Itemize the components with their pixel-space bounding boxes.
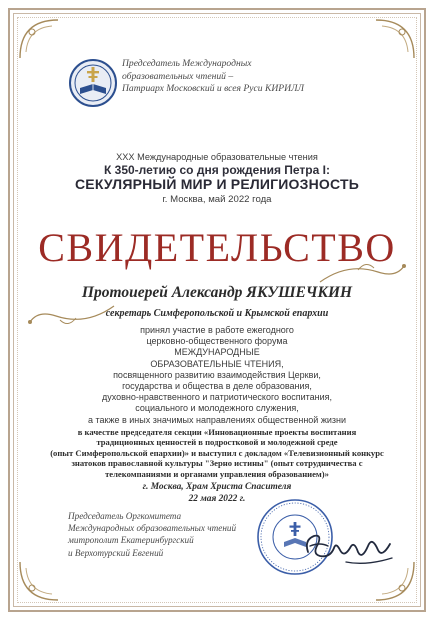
orgcom-line: Международных образовательных чтений [68, 523, 237, 534]
body-line: церковно-общественного форума [146, 336, 288, 347]
patriarch-caption [122, 58, 392, 96]
recipient-name: Протоиерей Александр ЯКУШЕЧКИН [81, 284, 353, 301]
orgcom-line: и Верхотурский Евгений [68, 547, 164, 558]
patriarch-line: образовательных чтений – [122, 70, 234, 82]
corner-ornament-top-left-icon [18, 18, 62, 62]
report-line: в качестве председателя секции «Инновационные проекты воспитания [77, 427, 357, 437]
recipient-position: секретарь Симферопольской и Крымской епархии [105, 308, 329, 319]
body-line: духовно-нравственного и патриотического воспитания, [101, 392, 333, 403]
orthodox-book-emblem-icon [68, 58, 118, 108]
handwritten-signature-icon [300, 522, 398, 574]
body-line: МЕЖДУНАРОДНЫЕ [174, 347, 260, 358]
body-line: а также в иных значимых направлениях общественной жизни [87, 414, 346, 425]
patriarch-line: Патриарх Московский и всея Руси КИРИЛЛ [122, 83, 305, 95]
issue-place: г. Москва, Храм Христа Спасителя [142, 482, 292, 492]
body-line: посвященного развитию взаимодействия Церкви, [113, 369, 321, 380]
body-line: принял участие в работе ежегодного [140, 325, 294, 335]
body-line: ОБРАЗОВАТЕЛЬНЫЕ ЧТЕНИЯ, [150, 358, 284, 369]
orgcom-line: Председатель Оргкомитета [68, 511, 182, 521]
orgcom-line: митрополит Екатеринбургский [68, 535, 194, 546]
report-line: (опыт Симферопольской епархии)» и выступил с докладом «Телевизионный конкурс [50, 447, 384, 458]
report-line: знатоков православной культуры "Зерно истины" (опыт сотрудничества с [71, 458, 363, 469]
section-report-text [0, 427, 434, 479]
participation-text [0, 325, 434, 426]
body-line: государства и общества в деле образования, [122, 381, 312, 392]
report-line: традиционных ценностей в подростковой и молодежной среде [96, 437, 338, 448]
orgcommittee-caption [68, 510, 236, 559]
certificate-title: СВИДЕТЕЛЬСТВО [38, 225, 396, 270]
event-place-date: г. Москва, май 2022 года [162, 194, 272, 205]
event-series-title: XXX Международные образовательные чтения [116, 152, 318, 162]
event-theme-title: СЕКУЛЯРНЫЙ МИР И РЕЛИГИОЗНОСТЬ [74, 176, 359, 192]
corner-ornament-top-right-icon [372, 18, 416, 62]
event-anniversary-line: К 350-летию со дня рождения Петра I: [104, 163, 330, 177]
corner-ornament-bottom-left-icon [18, 558, 62, 602]
patriarch-line: Председатель Международных [122, 58, 252, 69]
issue-date: 22 мая 2022 г. [188, 494, 246, 504]
report-line: телекомпаниями и органами управления образованием)» [105, 468, 329, 479]
body-line: социального и молодежного служения, [135, 403, 299, 414]
